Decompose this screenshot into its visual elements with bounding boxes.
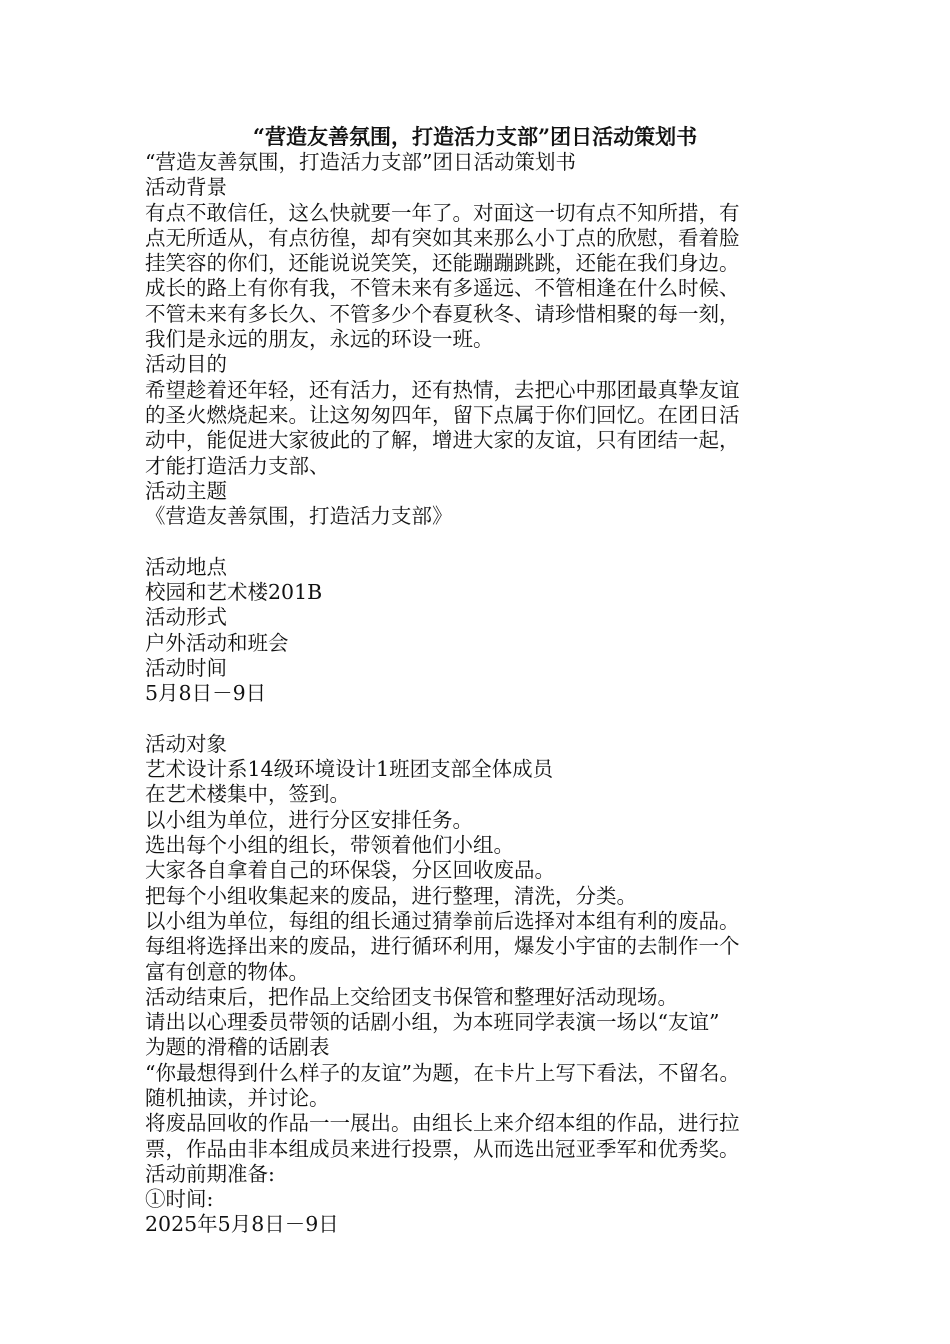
blank-line xyxy=(145,529,810,554)
text-line: 每组将选择出来的废品，进行循环利用，爆发小宇宙的去制作一个 xyxy=(145,934,740,959)
text-line: 活动结束后，把作品上交给团支书保管和整理好活动现场。 xyxy=(145,984,678,1009)
text-line: 富有创意的物体。 xyxy=(145,959,309,984)
document-body xyxy=(145,150,810,1238)
text-line: 不管未来有多长久、不管多少个春夏秋冬、请珍惜相聚的每一刻， xyxy=(145,301,740,326)
text-line: 选出每个小组的组长，带领着他们小组。 xyxy=(145,833,514,858)
text-line: 以小组为单位，进行分区安排任务。 xyxy=(145,807,473,832)
text-line: 活动主题 xyxy=(145,478,227,503)
text-line: 为题的滑稽的话剧表 xyxy=(145,1035,330,1060)
text-line: 成长的路上有你有我，不管未来有多遥远、不管相逢在什么时候、 xyxy=(145,276,740,301)
text-line: 把每个小组收集起来的废品，进行整理，清洗，分类。 xyxy=(145,883,637,908)
text-line: ①时间: xyxy=(145,1187,214,1212)
text-line: 大家各自拿着自己的环保袋，分区回收废品。 xyxy=(145,858,555,883)
text-line: 票，作品由非本组成员来进行投票，从而选出冠亚季军和优秀奖。 xyxy=(145,1136,740,1161)
text-line: 随机抽读，并讨论。 xyxy=(145,1085,330,1110)
text-line: 请出以心理委员带领的话剧小组，为本班同学表演一场以“友谊” xyxy=(145,1010,720,1035)
text-line: 有点不敢信任，这么快就要一年了。对面这一切有点不知所措，有 xyxy=(145,200,740,225)
text-line: 才能打造活力支部、 xyxy=(145,453,330,478)
text-line: 《营造友善氛围，打造活力支部》 xyxy=(145,504,453,529)
text-line: 点无所适从，有点彷徨，却有突如其来那么小丁点的欣慰，看着脸 xyxy=(145,225,740,250)
text-line: 活动目的 xyxy=(145,352,227,377)
text-line: 活动对象 xyxy=(145,731,227,756)
text-line: 活动形式 xyxy=(145,605,227,630)
text-line: 将废品回收的作品一一展出。由组长上来介绍本组的作品，进行拉 xyxy=(145,1111,740,1136)
document-title: “营造友善氛围，打造活力支部”团日活动策划书 xyxy=(252,124,698,149)
text-line: 活动前期准备: xyxy=(145,1161,275,1186)
text-line: 活动背景 xyxy=(145,175,227,200)
text-line: 希望趁着还年轻，还有活力，还有热情，去把心中那团最真挚友谊 xyxy=(145,377,740,402)
text-line: 5月8日－9日 xyxy=(145,681,267,706)
text-line: “营造友善氛围，打造活力支部”团日活动策划书 xyxy=(145,150,576,174)
text-line: 户外活动和班会 xyxy=(145,630,289,655)
text-line: 艺术设计系14级环境设计1班团支部全体成员 xyxy=(145,757,554,782)
text-line: 在艺术楼集中，签到。 xyxy=(145,782,350,807)
text-line: 动中，能促进大家彼此的了解，增进大家的友谊，只有团结一起， xyxy=(145,428,740,453)
text-line: 我们是永远的朋友，永远的环设一班。 xyxy=(145,327,494,352)
blank-line xyxy=(145,707,810,732)
text-line: 2025年5月8日－9日 xyxy=(145,1212,339,1237)
text-line: 校园和艺术楼201B xyxy=(145,580,323,605)
text-line: 以小组为单位，每组的组长通过猜拳前后选择对本组有利的废品。 xyxy=(145,908,740,933)
text-line: 活动时间 xyxy=(145,655,227,680)
text-line: “你最想得到什么样子的友谊”为题，在卡片上写下看法，不留名。 xyxy=(145,1060,740,1085)
text-line: 活动地点 xyxy=(145,554,227,579)
text-line: 的圣火燃烧起来。让这匆匆四年，留下点属于你们回忆。在团日活 xyxy=(145,402,740,427)
text-line: 挂笑容的你们，还能说说笑笑，还能蹦蹦跳跳，还能在我们身边。 xyxy=(145,251,740,276)
